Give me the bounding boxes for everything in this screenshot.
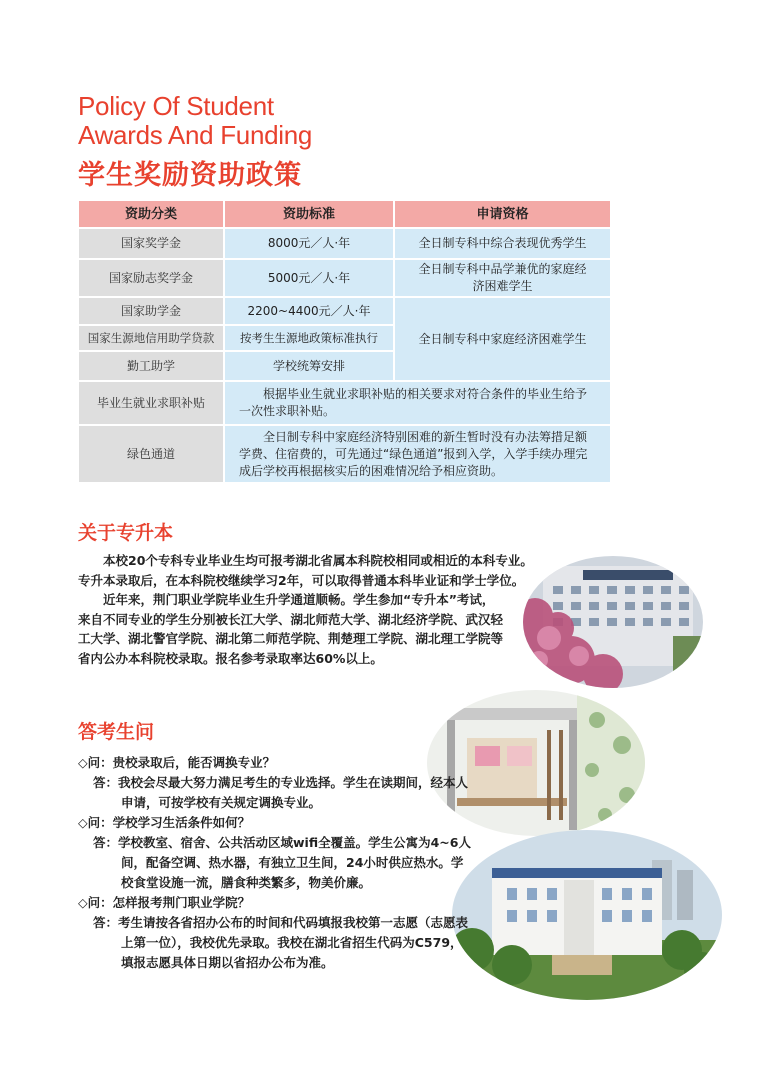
faq-answer: 答：考生请按各省招办公布的时间和代码填报我校第一志愿（志愿表上第一位），我校优先录取。我校在湖北省招生代码为C579，填报志愿具体日期以省招办公布为准。 (93, 915, 469, 970)
aid-description: 根据毕业生就业求职补贴的相关要求对符合条件的毕业生给予一次性求职补贴。 (224, 381, 611, 425)
paragraph-line: 专升本录取后，在本科院校继续学习2年，可以取得普通本科毕业证和学士学位。 (78, 572, 525, 588)
teaching-building-photo (452, 830, 722, 1000)
paragraph-line: 来自不同专业的学生分别被长江大学、湖北师范大学、湖北经济学院、武汉轻 (78, 611, 504, 627)
table-row (78, 259, 611, 297)
aid-standard: 8000元／人·年 (224, 228, 394, 259)
faq-answer: 答：学校教室、宿舍、公共活动区域wifi全覆盖。学生公寓为4~6人间，配备空调、热水器，有独立卫生间，24小时供应热水。学校食堂设施一流，膳食种类繁多，物美价廉。 (93, 835, 471, 890)
column-header: 资助分类 (78, 200, 224, 228)
aid-description: 全日制专科中家庭经济特别困难的新生暂时没有办法筹措足额学费、住宿费的，可先通过“绿色通道”报到入学，入学手续办理完成后学校再根据核实后的困难情况给予相应资助。 (224, 425, 611, 483)
paragraph-line: 工大学、湖北警官学院、湖北第二师范学院、荆楚理工学院、湖北理工学院等 (78, 631, 504, 646)
table-row (78, 425, 611, 483)
aid-category: 毕业生就业求职补贴 (78, 381, 224, 425)
faq-answer: 答：我校会尽最大努力满足考生的专业选择。学生在读期间，经本人申请，可按学校有关规定调换专业。 (93, 775, 469, 810)
aid-category: 绿色通道 (78, 425, 224, 483)
faq-list (78, 753, 471, 973)
title-en-line2: Awards And Funding (78, 120, 313, 150)
table-row (78, 381, 611, 425)
aid-standard: 学校统筹安排 (224, 351, 394, 381)
table-header-row (78, 200, 611, 228)
teaching-building-illustration (452, 830, 722, 1000)
faq-question: ◇问：怎样报考荆门职业学院？ (78, 895, 251, 910)
paragraph-line: 近年来，荆门职业学院毕业生升学通道顺畅。学生参加“专升本”考试， (103, 592, 495, 607)
aid-eligibility-shared: 全日制专科中家庭经济困难学生 (394, 297, 611, 381)
aid-standard: 2200~4400元／人·年 (224, 297, 394, 325)
faq-question: ◇问：贵校录取后，能否调换专业？ (78, 755, 276, 770)
column-header: 资助标准 (224, 200, 394, 228)
column-header: 申请资格 (394, 200, 611, 228)
section-heading-zhuanshengben: 关于专升本 (78, 522, 174, 544)
table-row (78, 297, 611, 325)
aid-standard: 按考生生源地政策标准执行 (224, 325, 394, 351)
aid-category: 国家生源地信用助学贷款 (78, 325, 224, 351)
funding-policy-table (77, 199, 612, 484)
page-title-chinese: 学生奖励资助政策 (78, 160, 302, 191)
table-row (78, 228, 611, 259)
aid-category: 国家助学金 (78, 297, 224, 325)
section-heading-faq: 答考生问 (78, 721, 155, 743)
title-en-line1: Policy Of Student (78, 91, 274, 121)
paragraph-line: 本校20个专科专业毕业生均可报考湖北省属本科院校相同或相近的本科专业。 (103, 553, 533, 568)
aid-eligibility: 全日制专科中综合表现优秀学生 (394, 228, 611, 259)
page-title-english (78, 92, 312, 150)
aid-category: 勤工助学 (78, 351, 224, 381)
faq-question: ◇问：学校学习生活条件如何？ (78, 815, 251, 830)
aid-category: 国家励志奖学金 (78, 259, 224, 297)
paragraph-line: 省内公办本科院校录取。报名参考录取率达60%以上。 (78, 650, 383, 666)
aid-eligibility: 全日制专科中品学兼优的家庭经济困难学生 (394, 259, 611, 297)
zhuanshengben-text (78, 551, 578, 668)
campus-building-illustration (523, 556, 703, 688)
aid-standard: 5000元／人·年 (224, 259, 394, 297)
aid-category: 国家奖学金 (78, 228, 224, 259)
campus-building-photo (523, 556, 703, 688)
